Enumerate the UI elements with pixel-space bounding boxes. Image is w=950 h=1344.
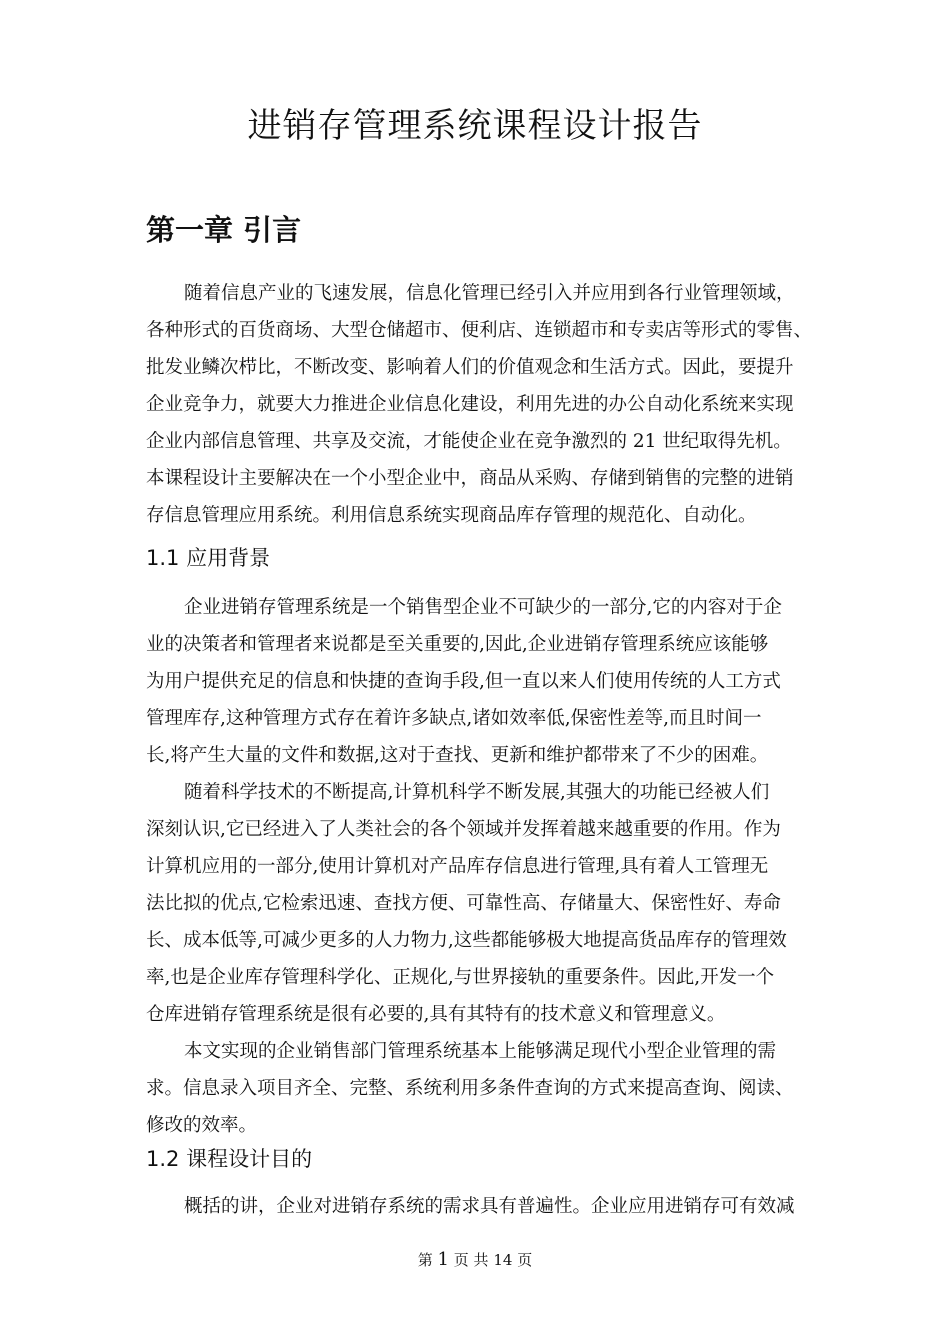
paragraph-line: 企业进销存管理系统是一个销售型企业不可缺少的一部分,它的内容对于企 [184,597,782,618]
document-title: 进销存管理系统课程设计报告 [247,106,703,146]
footer-page-number: 1 [437,1249,449,1270]
background-paragraph-2 [146,774,826,1033]
paragraph-line: 率,也是企业库存管理科学化、正规化,与世界接轨的重要条件。因此,开发一个 [146,967,775,988]
paragraph-line: 计算机应用的一部分,使用计算机对产品库存信息进行管理,具有着人工管理无 [146,856,769,877]
footer-middle: 页 共 [453,1251,489,1269]
paragraph-line: 随着信息产业的飞速发展，信息化管理已经引入并应用到各行业管理领域， [184,283,795,304]
purpose-paragraph [146,1188,826,1225]
background-paragraph-3 [146,1033,826,1144]
paragraph-line: 随着科学技术的不断提高,计算机科学不断发展,其强大的功能已经被人们 [184,782,770,803]
paragraph-line: 长,将产生大量的文件和数据,这对于查找、更新和维护都带来了不少的困难。 [146,745,769,766]
paragraph-line: 各种形式的百货商场、大型仓储超市、便利店、连锁超市和专卖店等形式的零售、 [146,320,813,341]
paragraph-line: 业的决策者和管理者来说都是至关重要的,因此,企业进销存管理系统应该能够 [146,634,769,655]
page-footer [0,1248,950,1272]
paragraph-line: 修改的效率。 [146,1115,258,1136]
section-title-1-1: 1.1 应用背景 [146,546,271,570]
section-title-1-2: 1.2 课程设计目的 [146,1147,313,1171]
footer-total-pages: 14 [493,1251,513,1269]
footer-prefix: 第 [417,1251,433,1269]
paragraph-line: 企业竞争力，就要大力推进企业信息化建设，利用先进的办公自动化系统来实现 [146,394,794,415]
background-paragraph-1 [146,589,826,774]
paragraph-line: 深刻认识,它已经进入了人类社会的各个领域并发挥着越来越重要的作用。作为 [146,819,781,840]
paragraph-line: 求。信息录入项目齐全、完整、系统利用多条件查询的方式来提高查询、阅读、 [146,1078,794,1099]
paragraph-line: 批发业鳞次栉比，不断改变、影响着人们的价值观念和生活方式。因此，要提升 [146,357,794,378]
footer-suffix: 页 [517,1251,533,1269]
paragraph-line: 仓库进销存管理系统是很有必要的,具有其特有的技术意义和管理意义。 [146,1004,726,1025]
paragraph-line: 管理库存,这种管理方式存在着许多缺点,诸如效率低,保密性差等,而且时间一 [146,708,762,729]
paragraph-line: 存信息管理应用系统。利用信息系统实现商品库存管理的规范化、自动化。 [146,505,757,526]
paragraph-line: 企业内部信息管理、共享及交流，才能使企业在竞争激烈的 21 世纪取得先机。 [146,431,792,452]
paragraph-line: 本课程设计主要解决在一个小型企业中，商品从采购、存储到销售的完整的进销 [146,468,794,489]
paragraph-line: 法比拟的优点,它检索迅速、查找方便、可靠性高、存储量大、保密性好、寿命 [146,893,781,914]
paragraph-line: 为用户提供充足的信息和快捷的查询手段,但一直以来人们使用传统的人工方式 [146,671,781,692]
intro-paragraph [146,275,826,534]
paragraph-line: 概括的讲，企业对进销存系统的需求具有普遍性。企业应用进销存可有效减 [184,1196,795,1217]
chapter-title: 第一章 引言 [146,213,302,247]
paragraph-line: 本文实现的企业销售部门管理系统基本上能够满足现代小型企业管理的需 [184,1041,777,1062]
paragraph-line: 长、成本低等,可减少更多的人力物力,这些都能够极大地提高货品库存的管理效 [146,930,787,951]
